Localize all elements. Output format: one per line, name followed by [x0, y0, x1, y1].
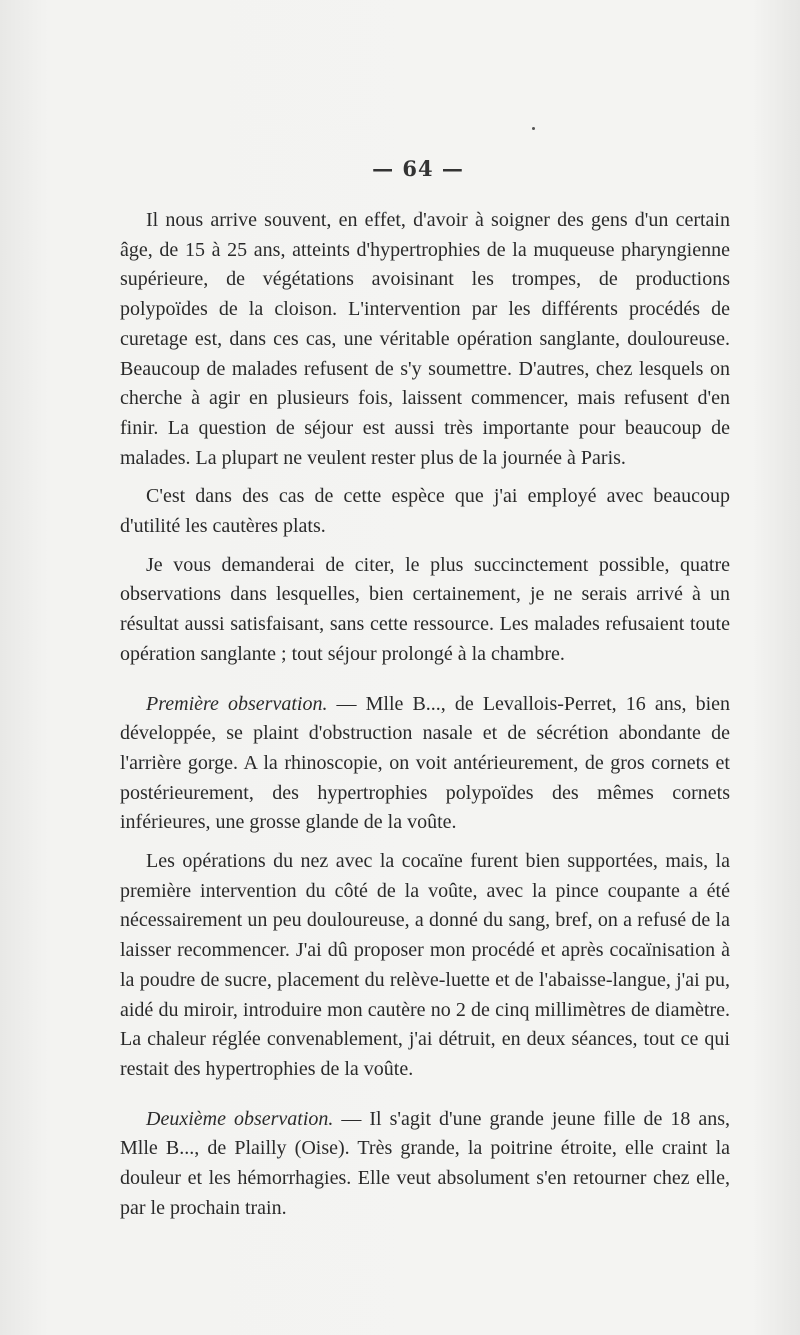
observation-1-text: — Mlle B..., de Levallois-Perret, 16 ans, bien développée, se plaint d'obstruction nasale et de sécrétion abondante de l'arrière gorge. A la rhinoscopie, on voit antérieurement, de gros cornets et postérieurement, des hypertrophies polypoïdes des mêmes cornets inférieures, une grosse glande de la voûte. [120, 692, 730, 834]
body-text [120, 206, 730, 1233]
observation-2 [120, 1105, 730, 1224]
paper-speck [532, 127, 535, 130]
observation-2-heading: Deuxième observation. [146, 1107, 334, 1130]
page-number: — 64 — [372, 156, 464, 181]
paragraph-1: Il nous arrive souvent, en effet, d'avoir à soigner des gens d'un certain âge, de 15 à 25 ans, atteints d'hypertrophies de la muqueuse pharyngienne supérieure, de végétations avoisinant les trompes, de productions polypoïdes de la cloison. L'intervention par les différents procédés de curetage est, dans ces cas, une véritable opération sanglante, douloureuse. Beaucoup de malades refusent de s'y soumettre. D'autres, chez lesquels on cherche à agir en plusieurs fois, laissent commencer, mais refusent d'en finir. La question de séjour est aussi très importante pour beaucoup de malades. La plupart ne veulent rester plus de la journée à Paris. [120, 209, 730, 469]
paragraph-2: C'est dans des cas de cette espèce que j'ai employé avec beaucoup d'utilité les cautères plats. [120, 485, 730, 538]
paragraph-5: Les opérations du nez avec la cocaïne furent bien supportées, mais, la première intervention du côté de la voûte, avec la pince coupante a été nécessairement un peu douloureuse, a donné du sang, bref, on a refusé de la laisser recommencer. J'ai dû proposer mon procédé et après cocaïnisation à la poudre de sucre, placement du relève-luette et de l'abaisse-langue, j'ai pu, aidé du miroir, introduire mon cautère no 2 de cinq millimètres de diamètre. La chaleur réglée convenablement, j'ai détruit, en deux séances, tout ce qui restait des hypertrophies de la voûte. [120, 850, 730, 1080]
observation-1-heading: Première observation. [146, 692, 328, 715]
paragraph-3: Je vous demanderai de citer, le plus succinctement possible, quatre observations dans lesquelles, bien certainement, je ne serais arrivé à un résultat aussi satisfaisant, sans cette ressource. Les malades refusaient toute opération sanglante ; tout séjour prolongé à la chambre. [120, 553, 730, 665]
observation-2-text: — Il s'agit d'une grande jeune fille de 18 ans, Mlle B..., de Plailly (Oise). Très grande, la poitrine étroite, elle craint la douleur et les hémorrhagies. Elle veut absolument s'en retourner chez elle, par le prochain train. [120, 1107, 730, 1219]
observation-1 [120, 690, 730, 839]
